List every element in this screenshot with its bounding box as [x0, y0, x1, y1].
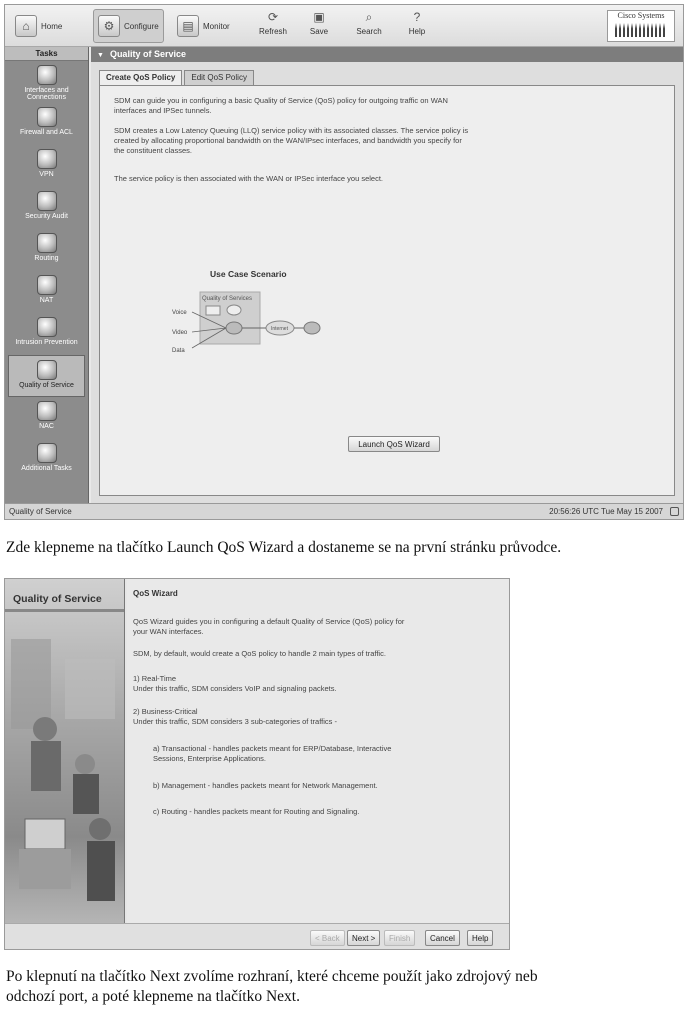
caption-2-line-2: odchozí port, a poté klepneme na tlačítko Next.	[6, 988, 300, 1005]
wizard-side-banner	[5, 579, 125, 923]
monitor-icon: ▤	[177, 15, 199, 37]
router-icon	[226, 322, 242, 334]
tasks-title: Tasks	[5, 47, 88, 61]
task-quality-of-service[interactable]: Quality of Service	[8, 355, 85, 397]
sdm-window	[4, 4, 684, 520]
main-panel	[91, 47, 683, 503]
tab-panel	[99, 85, 675, 496]
tab-create-qos-policy[interactable]: Create QoS Policy	[99, 70, 182, 85]
routing-icon	[37, 233, 57, 253]
task-vpn[interactable]: VPN	[5, 145, 88, 187]
task-interfaces[interactable]: Interfaces and Connections	[5, 61, 88, 103]
cisco-bars-icon	[615, 23, 667, 37]
home-button[interactable]: ⌂ Home	[15, 9, 62, 43]
refresh-icon: ⟳	[267, 10, 279, 24]
intro-paragraph: SDM can guide you in configuring a basic Quality of Service (QoS) policy for outgoing traffic on WAN interfaces and IPSec tunnels.	[114, 96, 448, 115]
save-button[interactable]: ▣ Save	[309, 10, 329, 36]
task-security-audit[interactable]: Security Audit	[5, 187, 88, 229]
interfaces-icon	[37, 65, 57, 85]
search-icon: ⌕	[365, 10, 373, 24]
internet-label: Internet	[271, 326, 288, 332]
status-bar	[5, 503, 683, 520]
device-icon	[206, 306, 220, 315]
save-icon: ▣	[313, 10, 325, 24]
wizard-text-line: Under this traffic, SDM considers VoIP and signaling packets.	[133, 684, 337, 693]
cisco-logo: Cisco Systems	[607, 10, 675, 42]
page-title: ▼ Quality of Service	[91, 47, 683, 62]
task-intrusion-prevention[interactable]: Intrusion Prevention	[5, 313, 88, 355]
wizard-title: QoS Wizard	[133, 589, 178, 598]
video-label: Video	[172, 330, 188, 336]
collapse-icon[interactable]: ▼	[97, 52, 104, 59]
wizard-text-line: a) Transactional - handles packets meant for ERP/Database, Interactive	[153, 744, 392, 753]
intrusion-prevention-icon	[37, 317, 57, 337]
back-button[interactable]: < Back	[310, 930, 345, 946]
configure-button[interactable]: ⚙ Configure	[93, 9, 164, 43]
people-illustration	[5, 579, 125, 923]
wizard-side-title: Quality of Service	[13, 593, 102, 605]
qos-icon	[37, 360, 57, 380]
monitor-button[interactable]: ▤ Monitor	[177, 9, 230, 43]
nac-icon	[37, 401, 57, 421]
llq-paragraph: SDM creates a Low Latency Queuing (LLQ) service policy with its associated classes. The service policy is created by allocating proportional bandwidth on the WAN/IPsec interfaces, and bandwidth you specify for the constituent classes.	[114, 126, 469, 155]
help-button[interactable]: Help	[467, 930, 493, 946]
caption-1: Zde klepneme na tlačítko Launch QoS Wizard a dostaneme se na první stránku průvodce.	[6, 539, 562, 556]
wizard-text-line: b) Management - handles packets meant for Network Management.	[153, 781, 378, 790]
wizard-content	[127, 579, 510, 923]
caption-2-line-1: Po klepnutí na tlačítko Next zvolíme rozhraní, které chceme použít jako zdrojový neb	[6, 968, 538, 985]
wizard-text-line: 2) Business-Critical	[133, 707, 198, 716]
refresh-button[interactable]: ⟳ Refresh	[258, 10, 287, 36]
firewall-icon	[37, 107, 57, 127]
tasks-sidebar	[5, 47, 89, 503]
use-case-diagram	[172, 282, 332, 362]
launch-qos-wizard-button[interactable]: Launch QoS Wizard	[348, 436, 440, 452]
lock-icon	[670, 507, 679, 516]
wizard-text-line: Sessions, Enterprise Applications.	[153, 754, 266, 763]
qos-box-label: Quality of Services	[202, 296, 253, 302]
router-icon	[304, 322, 320, 334]
qos-wizard-window	[4, 578, 510, 950]
wizard-text-line: c) Routing - handles packets meant for Routing and Signaling.	[153, 807, 360, 816]
help-icon: ?	[413, 10, 421, 24]
status-text: Quality of Service	[9, 507, 72, 516]
task-nat[interactable]: NAT	[5, 271, 88, 313]
tab-edit-qos-policy[interactable]: Edit QoS Policy	[184, 70, 254, 85]
task-additional-tasks[interactable]: Additional Tasks	[5, 439, 88, 481]
wizard-text-line: 1) Real-Time	[133, 674, 177, 683]
wizard-text-line: SDM, by default, would create a QoS policy to handle 2 main types of traffic.	[133, 649, 386, 658]
task-routing[interactable]: Routing	[5, 229, 88, 271]
wizard-text-line: Under this traffic, SDM considers 3 sub-categories of traffics -	[133, 717, 337, 726]
wizard-text-line: QoS Wizard guides you in configuring a default Quality of Service (QoS) policy for	[133, 617, 405, 626]
home-icon: ⌂	[15, 15, 37, 37]
task-firewall[interactable]: Firewall and ACL	[5, 103, 88, 145]
association-paragraph: The service policy is then associated with the WAN or IPSec interface you select.	[114, 174, 384, 183]
security-audit-icon	[37, 191, 57, 211]
vpn-icon	[37, 149, 57, 169]
nat-icon	[37, 275, 57, 295]
cancel-button[interactable]: Cancel	[425, 930, 460, 946]
toolbar	[5, 5, 683, 47]
task-nac[interactable]: NAC	[5, 397, 88, 439]
wizard-text-line: your WAN interfaces.	[133, 627, 204, 636]
tab-bar	[99, 70, 256, 85]
finish-button[interactable]: Finish	[384, 930, 415, 946]
additional-tasks-icon	[37, 443, 57, 463]
wizard-button-bar	[5, 923, 509, 950]
configure-icon: ⚙	[98, 15, 120, 37]
help-button[interactable]: ? Help	[408, 10, 426, 36]
search-button[interactable]: ⌕ Search	[356, 10, 382, 36]
voice-label: Voice	[172, 310, 187, 316]
scenario-title: Use Case Scenario	[210, 269, 287, 279]
status-timestamp: 20:56:26 UTC Tue May 15 2007	[549, 507, 663, 516]
device-icon	[227, 305, 241, 315]
data-label: Data	[172, 348, 185, 354]
next-button[interactable]: Next >	[347, 930, 380, 946]
